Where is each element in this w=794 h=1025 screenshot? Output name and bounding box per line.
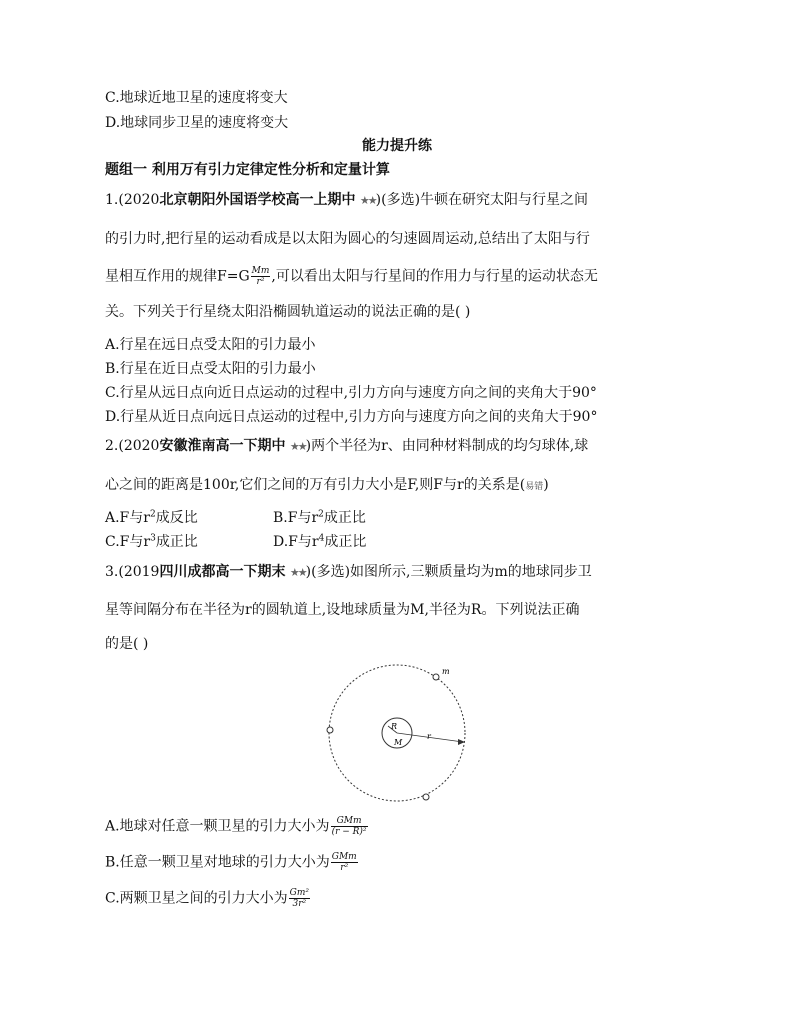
q3-option-b-formula: $\frac{\text{GMm}}{\text{r²}}$ — [331, 852, 357, 873]
label-M: M — [394, 738, 403, 747]
q2-option-a: A.F与$r^2$成反比 — [105, 509, 198, 526]
label-m: m — [442, 667, 450, 676]
q2-option-row1 — [105, 508, 366, 528]
q3-option-c: C.两颗卫星之间的引力大小为 $\frac{\text{Gm²}}{\text{3r²}}$ — [105, 888, 310, 909]
star-difficulty-icon: ★★ — [289, 566, 306, 579]
q1-formula: $\frac{Mm}{\text{r²}}$ — [251, 266, 270, 287]
q1-option-c: C.行星从远日点向近日点运动的过程中,引力方向与速度方向之间的夹角大于90° — [105, 385, 597, 401]
q3-line1: 3.(2019四川成都高一下期末 ★★)(多选)如图所示,三颗质量均为m的地球同步卫 — [105, 564, 592, 580]
star-difficulty-icon: ★★ — [359, 194, 376, 207]
label-R: R — [391, 722, 398, 731]
q2-option-b: B.F与$r^2$成正比 — [273, 509, 366, 526]
label-r: r — [427, 732, 431, 741]
q2-option-d: D.F与$r^4$成正比 — [273, 533, 367, 550]
q3-option-b: B.任意一颗卫星对地球的引力大小为 $\frac{\text{GMm}}{\text{r²}}$ — [105, 852, 357, 873]
q3-option-a: A.地球对任意一颗卫星的引力大小为 $\frac{\text{GMm}}{\text{(r − R)²}}$ — [105, 816, 367, 837]
satellite-bottom-right — [423, 794, 429, 800]
option-c-previous: C.地球近地卫星的速度将变大 — [105, 90, 288, 106]
q1-option-b: B.行星在近日点受太阳的引力最小 — [105, 361, 316, 377]
q3-line3: 的是( ) — [105, 636, 149, 652]
q2-option-c: C.F与$r^3$成正比 — [105, 533, 198, 550]
q1-option-d: D.行星从近日点向远日点运动的过程中,引力方向与速度方向之间的夹角大于90° — [105, 409, 598, 425]
q1-line3: 星相互作用的规律F=G $\frac{Mm}{\text{r²}}$ ,可以看出太阳与行星间的作用力与行星的运动状态无 — [105, 266, 598, 287]
option-d-previous: D.地球同步卫星的速度将变大 — [105, 115, 289, 131]
q1-line1: 1.(2020北京朝阳外国语学校高一上期中 ★★)(多选)牛顿在研究太阳与行星之间 — [105, 192, 589, 208]
q1-line4: 关。下列关于行星绕太阳沿椭圆轨道运动的说法正确的是( ) — [105, 304, 471, 320]
section-title: 能力提升练 — [362, 138, 432, 154]
satellite-top-right — [433, 674, 439, 680]
arrow-head-icon — [458, 739, 465, 745]
q1-source: 北京朝阳外国语学校高一上期中 — [159, 192, 356, 208]
q1-line2: 的引力时,把行星的运动看成是以太阳为圆心的匀速圆周运动,总结出了太阳与行 — [105, 231, 590, 247]
q3-source: 四川成都高一下期末 — [159, 564, 286, 580]
q1-option-a: A.行星在远日点受太阳的引力最小 — [105, 337, 316, 353]
q3-option-c-formula: $\frac{\text{Gm²}}{\text{3r²}}$ — [289, 888, 310, 909]
q2-line1: 2.(2020安徽淮南高一下期中 ★★)两个半径为r、由同种材料制成的均匀球体,球 — [105, 438, 589, 454]
q3-option-a-formula: $\frac{\text{GMm}}{\text{(r − R)²}}$ — [331, 816, 367, 837]
satellite-left — [327, 727, 333, 733]
orbit-diagram — [318, 660, 478, 810]
q2-line2: 心之间的距离是100r,它们之间的万有引力大小是F,则F与r的关系是(易错) — [105, 477, 549, 493]
q2-source: 安徽淮南高一下期中 — [159, 438, 286, 454]
q2-tag: 易错 — [525, 482, 544, 492]
q3-line2: 星等间隔分布在半径为r的圆轨道上,设地球质量为M,半径为R。下列说法正确 — [105, 602, 580, 618]
q2-option-row2 — [105, 532, 367, 552]
group-title: 题组一 利用万有引力定律定性分析和定量计算 — [105, 162, 390, 178]
star-difficulty-icon: ★★ — [289, 440, 306, 453]
